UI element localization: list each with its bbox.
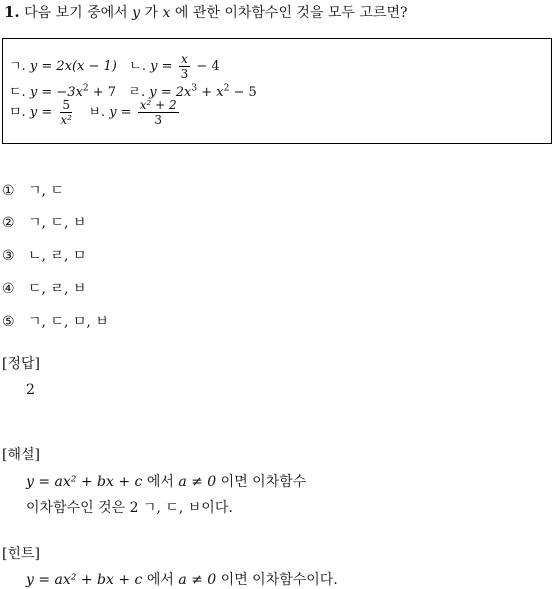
box-row-1 (9, 53, 220, 80)
question-line (4, 2, 408, 22)
question-number: 1. (4, 3, 20, 21)
box-row-3 (9, 99, 181, 126)
choice-4-text: ㄷ, ㄹ, ㅂ (28, 281, 87, 297)
question-var-y: y (132, 5, 141, 21)
explanation-eq: y = ax² + bx + c (26, 474, 143, 490)
explanation-line-1 (26, 471, 306, 491)
explanation-header: [해설] (2, 447, 40, 463)
expr-mieum-pre: y = (29, 105, 53, 120)
frac-bieup-num: x² + 2 (139, 98, 177, 112)
choice-3-text: ㄴ, ㄹ, ㅁ (28, 248, 87, 264)
hint-eq: y = ax² + bx + c (26, 572, 143, 588)
answer-value: 2 (26, 382, 35, 398)
expr-digeut-a: y = −3x (29, 85, 83, 100)
expr-rieul-b: + x (201, 85, 224, 100)
expr-digeut-sup: 2 (82, 83, 89, 94)
frac-mieum (58, 99, 74, 126)
hint-end: 이면 이차함수이다. (220, 572, 338, 588)
label-mieum: ㅁ. (9, 105, 26, 120)
label-rieul: ㄹ. (128, 85, 146, 100)
choice-5-text: ㄱ, ㄷ, ㅁ, ㅂ (28, 314, 109, 330)
expr-rieul-sup1: 3 (191, 83, 198, 94)
frac-nieun (179, 53, 191, 80)
hint-header: [힌트] (2, 546, 40, 562)
label-digeut: ㄷ. (9, 85, 26, 100)
expr-nieun-pre: y = (150, 59, 173, 74)
hint-cond: a ≠ 0 (178, 572, 217, 588)
hint-line-1 (26, 569, 338, 589)
expr-nieun-post: − 4 (196, 59, 220, 74)
choice-1[interactable] (2, 180, 64, 200)
question-var-x: x (162, 5, 171, 21)
choice-1-mark: ① (2, 183, 15, 199)
expr-bieup-pre: y = (109, 105, 132, 120)
expr-rieul-a: y = 2x (149, 85, 192, 100)
choice-3-mark: ③ (2, 248, 15, 264)
frac-bieup-den: 3 (154, 113, 162, 127)
frac-mieum-den: x² (60, 113, 72, 127)
choice-5-mark: ⑤ (2, 314, 15, 330)
explanation-cond: a ≠ 0 (178, 474, 217, 490)
frac-nieun-num: x (181, 52, 188, 66)
expr-rieul-c: − 5 (233, 85, 257, 100)
label-nieun: ㄴ. (129, 59, 146, 74)
box-row-2 (9, 81, 257, 100)
explanation-mid: 에서 (146, 474, 174, 490)
frac-nieun-den: 3 (180, 67, 189, 81)
label-giyeok: ㄱ. (9, 59, 26, 74)
label-bieup: ㅂ. (88, 105, 106, 120)
frac-bieup (138, 99, 179, 126)
choice-2-mark: ② (2, 215, 15, 231)
choice-2[interactable] (2, 212, 86, 232)
choice-4[interactable] (2, 278, 86, 298)
choice-5[interactable] (2, 311, 109, 331)
frac-mieum-num: 5 (62, 98, 70, 112)
choice-3[interactable] (2, 245, 86, 265)
answer-header: [정답] (2, 356, 40, 372)
question-text-a: 다음 보기 중에서 (24, 5, 128, 21)
expr-rieul-sup2: 2 (223, 83, 230, 94)
question-text-c: 에 관한 이차함수인 것을 모두 고르면? (174, 5, 408, 21)
expr-digeut-b: + 7 (92, 85, 117, 100)
choice-2-text: ㄱ, ㄷ, ㅂ (28, 215, 87, 231)
choice-4-mark: ④ (2, 281, 15, 297)
hint-mid: 에서 (146, 572, 174, 588)
explanation-end: 이면 이차함수 (220, 474, 307, 490)
expr-giyeok: y = 2x(x − 1) (29, 59, 117, 74)
explanation-line-2: 이차함수인 것은 2 ㄱ, ㄷ, ㅂ이다. (26, 500, 233, 516)
question-text-b: 가 (144, 5, 159, 21)
options-box (2, 38, 552, 144)
choice-1-text: ㄱ, ㄷ (28, 183, 64, 199)
